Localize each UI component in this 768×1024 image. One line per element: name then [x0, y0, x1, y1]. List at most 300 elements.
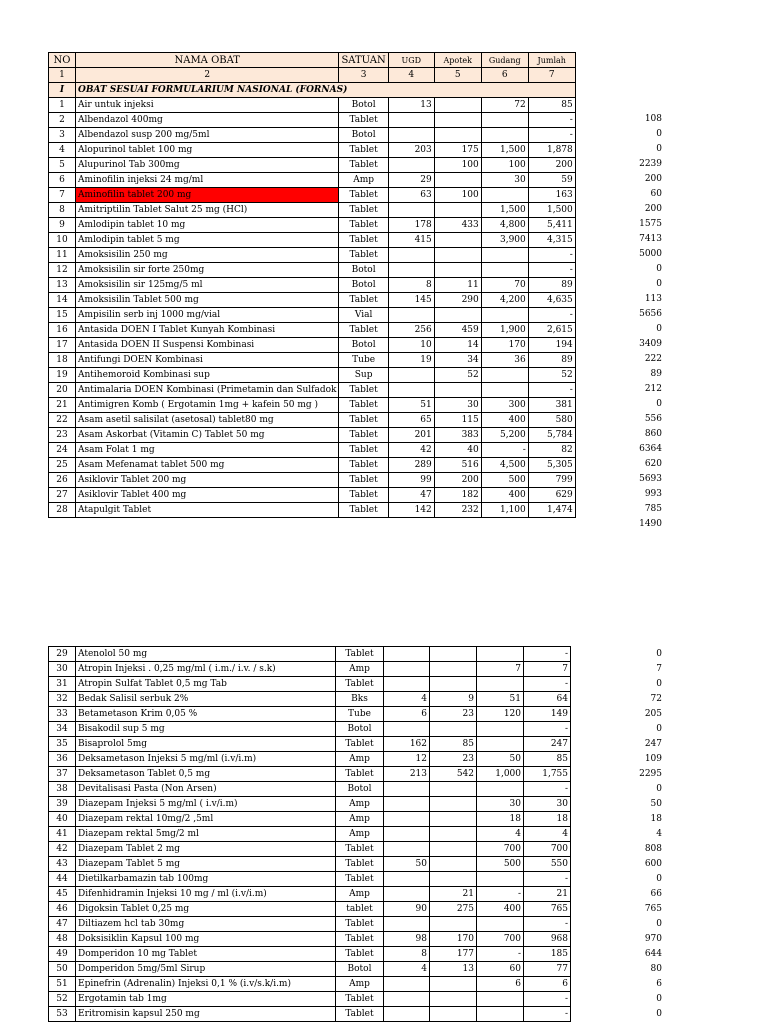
outer-value: 66 — [650, 889, 662, 899]
cell-no: 42 — [49, 842, 76, 857]
cell-apotek: 177 — [430, 947, 477, 962]
outer-value: 0 — [656, 649, 662, 659]
table-row — [49, 113, 576, 128]
cell-ugd — [388, 248, 434, 263]
cell-ugd: 63 — [388, 188, 434, 203]
cell-apotek: 21 — [430, 887, 477, 902]
table-row — [49, 218, 576, 233]
cell-ugd — [384, 977, 430, 992]
cell-jumlah: 5,305 — [528, 458, 575, 473]
cell-gudang — [481, 248, 528, 263]
cell-nama-obat: Alopurinol tablet 100 mg — [76, 143, 339, 158]
cell-jumlah: 629 — [528, 488, 575, 503]
cell-gudang: 500 — [477, 857, 524, 872]
table-row — [49, 233, 576, 248]
cell-satuan: Botol — [339, 128, 388, 143]
table-row — [49, 692, 571, 707]
cell-jumlah: - — [528, 383, 575, 398]
cell-ugd: 145 — [388, 293, 434, 308]
cell-satuan: Tablet — [339, 473, 388, 488]
table-row — [49, 857, 571, 872]
cell-satuan: Amp — [336, 887, 384, 902]
cell-jumlah: 89 — [528, 278, 575, 293]
cell-nama-obat: Atenolol 50 mg — [76, 647, 336, 662]
cell-jumlah: 21 — [524, 887, 571, 902]
cell-gudang: 700 — [477, 932, 524, 947]
cell-apotek: 232 — [434, 503, 481, 518]
cell-ugd: 50 — [384, 857, 430, 872]
cell-ugd — [388, 263, 434, 278]
cell-no: 47 — [49, 917, 76, 932]
table-row — [49, 842, 571, 857]
cell-gudang: 400 — [481, 488, 528, 503]
header-row — [49, 53, 576, 68]
table-row — [49, 203, 576, 218]
cell-satuan: Tablet — [336, 737, 384, 752]
cell-jumlah: - — [524, 677, 571, 692]
cell-nama-obat: Antasida DOEN I Tablet Kunyah Kombinasi — [76, 323, 339, 338]
cell-gudang: 5,200 — [481, 428, 528, 443]
outer-value: 860 — [644, 429, 662, 439]
cell-jumlah: - — [528, 113, 575, 128]
table-row — [49, 383, 576, 398]
outer-value: 205 — [644, 709, 662, 719]
cell-apotek — [430, 647, 477, 662]
cell-satuan: Botol — [339, 338, 388, 353]
cell-satuan: Tablet — [339, 203, 388, 218]
cell-gudang: 6 — [477, 977, 524, 992]
cell-ugd — [384, 1007, 430, 1022]
cell-ugd — [384, 797, 430, 812]
cell-ugd: 203 — [388, 143, 434, 158]
cell-no: 34 — [49, 722, 76, 737]
cell-ugd — [388, 113, 434, 128]
table-row — [49, 932, 571, 947]
cell-no: 26 — [49, 473, 76, 488]
cell-gudang: - — [481, 443, 528, 458]
cell-gudang: 70 — [481, 278, 528, 293]
cell-jumlah: 200 — [528, 158, 575, 173]
cell-no: 16 — [49, 323, 76, 338]
outer-value: 0 — [656, 994, 662, 1004]
cell-jumlah: 59 — [528, 173, 575, 188]
cell-jumlah: - — [524, 782, 571, 797]
outer-value: 0 — [656, 784, 662, 794]
cell-apotek — [430, 842, 477, 857]
outer-value: 993 — [644, 489, 662, 499]
table-row — [49, 458, 576, 473]
outer-value: 200 — [644, 204, 662, 214]
cell-nama-obat: Bisaprolol 5mg — [76, 737, 336, 752]
cell-jumlah: 765 — [524, 902, 571, 917]
cell-satuan: Tablet — [339, 248, 388, 263]
cell-nama-obat: Amoksisilin sir forte 250mg — [76, 263, 339, 278]
cell-apotek: 170 — [430, 932, 477, 947]
cell-no: 39 — [49, 797, 76, 812]
table-row — [49, 662, 571, 677]
table-row — [49, 707, 571, 722]
column-number: 3 — [339, 68, 388, 83]
cell-apotek — [430, 782, 477, 797]
table-row — [49, 992, 571, 1007]
cell-satuan: Botol — [336, 962, 384, 977]
outer-value: 600 — [644, 859, 662, 869]
cell-nama-obat: Epinefrin (Adrenalin) Injeksi 0,1 % (i.v/s.k/i.m) — [76, 977, 336, 992]
cell-satuan: Tablet — [336, 677, 384, 692]
column-number-row — [49, 68, 576, 83]
cell-ugd — [384, 842, 430, 857]
outer-value: 72 — [650, 694, 662, 704]
cell-no: 49 — [49, 947, 76, 962]
cell-satuan: Tablet — [336, 932, 384, 947]
outer-value: 765 — [644, 904, 662, 914]
cell-nama-obat: Doksisiklin Kapsul 100 mg — [76, 932, 336, 947]
cell-gudang: 18 — [477, 812, 524, 827]
cell-gudang: 1,900 — [481, 323, 528, 338]
outer-value: 0 — [656, 1009, 662, 1019]
cell-ugd: 42 — [388, 443, 434, 458]
outer-value: 89 — [650, 369, 662, 379]
cell-apotek: 175 — [434, 143, 481, 158]
cell-ugd: 256 — [388, 323, 434, 338]
cell-gudang — [477, 737, 524, 752]
cell-ugd — [388, 368, 434, 383]
cell-satuan: Amp — [336, 977, 384, 992]
cell-nama-obat: Domperidon 5mg/5ml Sirup — [76, 962, 336, 977]
outer-value: 212 — [644, 384, 662, 394]
cell-jumlah: 1,500 — [528, 203, 575, 218]
cell-ugd: 162 — [384, 737, 430, 752]
column-number: 7 — [528, 68, 575, 83]
table-row — [49, 473, 576, 488]
cell-nama-obat: Difenhidramin Injeksi 10 mg / ml (i.v/i.m) — [76, 887, 336, 902]
section-row — [49, 83, 576, 98]
cell-gudang: 700 — [477, 842, 524, 857]
table-row — [49, 398, 576, 413]
cell-gudang — [481, 113, 528, 128]
outer-values-top — [580, 112, 662, 532]
cell-ugd: 415 — [388, 233, 434, 248]
cell-gudang — [481, 308, 528, 323]
cell-ugd: 8 — [384, 947, 430, 962]
cell-apotek: 383 — [434, 428, 481, 443]
table-row — [49, 188, 576, 203]
cell-nama-obat: Albendazol 400mg — [76, 113, 339, 128]
cell-jumlah: 30 — [524, 797, 571, 812]
cell-nama-obat: Albendazol susp 200 mg/5ml — [76, 128, 339, 143]
cell-nama-obat: Diazepam Tablet 2 mg — [76, 842, 336, 857]
cell-apotek: 85 — [430, 737, 477, 752]
cell-gudang: 1,500 — [481, 203, 528, 218]
cell-ugd — [384, 887, 430, 902]
cell-jumlah: 89 — [528, 353, 575, 368]
cell-satuan: Tablet — [339, 323, 388, 338]
cell-apotek — [434, 98, 481, 113]
cell-apotek: 100 — [434, 158, 481, 173]
cell-apotek — [430, 722, 477, 737]
table-row — [49, 158, 576, 173]
cell-satuan: Tablet — [339, 443, 388, 458]
cell-satuan: Amp — [336, 812, 384, 827]
cell-ugd — [388, 308, 434, 323]
cell-satuan: Tablet — [336, 842, 384, 857]
cell-apotek — [434, 263, 481, 278]
cell-no: 35 — [49, 737, 76, 752]
cell-satuan: Tablet — [336, 917, 384, 932]
cell-satuan: Tablet — [339, 158, 388, 173]
table-row — [49, 128, 576, 143]
outer-value: 222 — [644, 354, 662, 364]
cell-nama-obat: Bisakodil sup 5 mg — [76, 722, 336, 737]
cell-satuan: Tablet — [339, 293, 388, 308]
cell-satuan: Tablet — [336, 1007, 384, 1022]
cell-no: 18 — [49, 353, 76, 368]
cell-no: 28 — [49, 503, 76, 518]
cell-ugd: 213 — [384, 767, 430, 782]
cell-nama-obat: Antasida DOEN II Suspensi Kombinasi — [76, 338, 339, 353]
cell-satuan: Tube — [339, 353, 388, 368]
cell-gudang: 7 — [477, 662, 524, 677]
cell-nama-obat: Aminofilin injeksi 24 mg/ml — [76, 173, 339, 188]
cell-nama-obat: Asam Mefenamat tablet 500 mg — [76, 458, 339, 473]
cell-nama-obat: Diazepam Tablet 5 mg — [76, 857, 336, 872]
cell-nama-obat: Antimalaria DOEN Kombinasi (Primetamin dan Sulfadok — [76, 383, 339, 398]
outer-value: 18 — [650, 814, 662, 824]
cell-gudang: 4 — [477, 827, 524, 842]
cell-satuan: Tablet — [339, 488, 388, 503]
cell-apotek — [430, 797, 477, 812]
cell-no: 11 — [49, 248, 76, 263]
cell-nama-obat: Betametason Krim 0,05 % — [76, 707, 336, 722]
cell-jumlah: 85 — [528, 98, 575, 113]
cell-satuan: Amp — [339, 173, 388, 188]
cell-jumlah: - — [528, 128, 575, 143]
cell-nama-obat: Asam Folat 1 mg — [76, 443, 339, 458]
cell-satuan: Tablet — [339, 188, 388, 203]
cell-ugd: 65 — [388, 413, 434, 428]
cell-nama-obat: Asiklovir Tablet 200 mg — [76, 473, 339, 488]
cell-no: 19 — [49, 368, 76, 383]
cell-jumlah: 18 — [524, 812, 571, 827]
table-row — [49, 443, 576, 458]
cell-ugd: 10 — [388, 338, 434, 353]
cell-nama-obat: Atapulgit Tablet — [76, 503, 339, 518]
outer-value: 0 — [656, 144, 662, 154]
outer-value: 0 — [656, 919, 662, 929]
cell-gudang: 4,200 — [481, 293, 528, 308]
cell-jumlah: 7 — [524, 662, 571, 677]
cell-apotek: 182 — [434, 488, 481, 503]
cell-ugd — [384, 917, 430, 932]
cell-apotek — [430, 917, 477, 932]
cell-no: 41 — [49, 827, 76, 842]
cell-no: 22 — [49, 413, 76, 428]
cell-ugd — [384, 722, 430, 737]
cell-nama-obat: Eritromisin kapsul 250 mg — [76, 1007, 336, 1022]
cell-satuan: Amp — [336, 797, 384, 812]
table-row — [49, 722, 571, 737]
cell-apotek — [434, 173, 481, 188]
cell-no: 51 — [49, 977, 76, 992]
cell-ugd: 19 — [388, 353, 434, 368]
cell-gudang — [477, 677, 524, 692]
cell-satuan: Botol — [336, 782, 384, 797]
cell-satuan: Vial — [339, 308, 388, 323]
cell-apotek: 23 — [430, 752, 477, 767]
table-row — [49, 353, 576, 368]
cell-nama-obat: Antihemoroid Kombinasi sup — [76, 368, 339, 383]
cell-gudang — [477, 917, 524, 932]
cell-nama-obat: Atropin Injeksi . 0,25 mg/ml ( i.m./ i.v. / s.k) — [76, 662, 336, 677]
cell-jumlah: - — [524, 872, 571, 887]
cell-satuan: Botol — [339, 263, 388, 278]
cell-no: 6 — [49, 173, 76, 188]
table-row — [49, 917, 571, 932]
cell-jumlah: 968 — [524, 932, 571, 947]
outer-value: 1490 — [639, 519, 662, 529]
cell-apotek — [434, 233, 481, 248]
cell-nama-obat: Antifungi DOEN Kombinasi — [76, 353, 339, 368]
cell-nama-obat: Asam Askorbat (Vitamin C) Tablet 50 mg — [76, 428, 339, 443]
cell-jumlah: 1,474 — [528, 503, 575, 518]
cell-nama-obat: Amlodipin tablet 10 mg — [76, 218, 339, 233]
outer-value: 785 — [644, 504, 662, 514]
cell-ugd — [384, 827, 430, 842]
cell-apotek: 459 — [434, 323, 481, 338]
table-row — [49, 782, 571, 797]
cell-apotek — [430, 872, 477, 887]
column-number: 5 — [434, 68, 481, 83]
outer-value: 0 — [656, 279, 662, 289]
cell-no: 32 — [49, 692, 76, 707]
table-row — [49, 278, 576, 293]
cell-jumlah: 381 — [528, 398, 575, 413]
outer-value: 4 — [656, 829, 662, 839]
cell-apotek — [434, 308, 481, 323]
cell-nama-obat: Amoksisilin sir 125mg/5 ml — [76, 278, 339, 293]
cell-nama-obat: Amitriptilin Tablet Salut 25 mg (HCl) — [76, 203, 339, 218]
cell-no: 30 — [49, 662, 76, 677]
cell-jumlah: 5,411 — [528, 218, 575, 233]
outer-value: 644 — [644, 949, 662, 959]
cell-satuan: Bks — [336, 692, 384, 707]
cell-jumlah: - — [524, 917, 571, 932]
outer-value: 1575 — [639, 219, 662, 229]
outer-value: 50 — [650, 799, 662, 809]
header-gudang: Gudang — [481, 53, 528, 68]
table-row — [49, 902, 571, 917]
cell-jumlah: - — [524, 647, 571, 662]
cell-gudang: 51 — [477, 692, 524, 707]
cell-gudang: 60 — [477, 962, 524, 977]
cell-no: 9 — [49, 218, 76, 233]
cell-satuan: Tablet — [339, 413, 388, 428]
cell-no: 46 — [49, 902, 76, 917]
cell-satuan: Tablet — [336, 857, 384, 872]
table-row — [49, 428, 576, 443]
cell-jumlah: 194 — [528, 338, 575, 353]
cell-no: 50 — [49, 962, 76, 977]
cell-apotek — [430, 827, 477, 842]
cell-gudang: - — [477, 887, 524, 902]
cell-satuan: Amp — [336, 752, 384, 767]
cell-nama-obat: Asam asetil salisilat (asetosal) tablet80 mg — [76, 413, 339, 428]
cell-satuan: Tube — [336, 707, 384, 722]
cell-no: 38 — [49, 782, 76, 797]
cell-no: 14 — [49, 293, 76, 308]
cell-ugd — [388, 203, 434, 218]
table-row — [49, 98, 576, 113]
column-number: 2 — [76, 68, 339, 83]
cell-jumlah: - — [528, 308, 575, 323]
cell-ugd: 98 — [384, 932, 430, 947]
cell-satuan: Tablet — [336, 767, 384, 782]
cell-satuan: Tablet — [336, 992, 384, 1007]
outer-value: 0 — [656, 679, 662, 689]
cell-apotek: 290 — [434, 293, 481, 308]
outer-value: 80 — [650, 964, 662, 974]
outer-value: 7413 — [639, 234, 662, 244]
table-row — [49, 647, 571, 662]
cell-ugd: 51 — [388, 398, 434, 413]
cell-gudang: 50 — [477, 752, 524, 767]
cell-gudang — [481, 188, 528, 203]
cell-nama-obat: Amlodipin tablet 5 mg — [76, 233, 339, 248]
cell-ugd — [384, 872, 430, 887]
cell-no: 36 — [49, 752, 76, 767]
cell-gudang: 4,500 — [481, 458, 528, 473]
cell-gudang — [477, 722, 524, 737]
cell-apotek — [430, 977, 477, 992]
cell-ugd — [384, 812, 430, 827]
outer-value: 2295 — [639, 769, 662, 779]
cell-apotek: 34 — [434, 353, 481, 368]
cell-nama-obat: Deksametason Injeksi 5 mg/ml (i.v/i.m) — [76, 752, 336, 767]
cell-no: 52 — [49, 992, 76, 1007]
cell-jumlah: 4,635 — [528, 293, 575, 308]
cell-jumlah: 1,878 — [528, 143, 575, 158]
cell-satuan: Botol — [339, 278, 388, 293]
cell-gudang: - — [477, 947, 524, 962]
cell-satuan: Tablet — [336, 947, 384, 962]
cell-satuan: Tablet — [339, 398, 388, 413]
section-title: OBAT SESUAI FORMULARIUM NASIONAL (FORNAS) — [76, 83, 576, 98]
cell-nama-obat: Antimigren Komb ( Ergotamin 1mg + kafein 50 mg ) — [76, 398, 339, 413]
cell-no: 40 — [49, 812, 76, 827]
table-row — [49, 827, 571, 842]
table-row — [49, 752, 571, 767]
cell-nama-obat: Atropin Sulfat Tablet 0,5 mg Tab — [76, 677, 336, 692]
cell-apotek: 516 — [434, 458, 481, 473]
table-row — [49, 677, 571, 692]
outer-value: 0 — [656, 874, 662, 884]
cell-nama-obat: Devitalisasi Pasta (Non Arsen) — [76, 782, 336, 797]
cell-jumlah: 4,315 — [528, 233, 575, 248]
cell-gudang: 300 — [481, 398, 528, 413]
cell-satuan: Tablet — [339, 428, 388, 443]
cell-apotek: 52 — [434, 368, 481, 383]
outer-value: 200 — [644, 174, 662, 184]
cell-jumlah: 799 — [528, 473, 575, 488]
cell-jumlah: 247 — [524, 737, 571, 752]
cell-apotek — [430, 812, 477, 827]
cell-no: 37 — [49, 767, 76, 782]
cell-nama-obat: Alupurinol Tab 300mg — [76, 158, 339, 173]
cell-satuan: Tablet — [339, 233, 388, 248]
cell-nama-obat: Ergotamin tab 1mg — [76, 992, 336, 1007]
cell-apotek — [434, 203, 481, 218]
cell-no: 25 — [49, 458, 76, 473]
